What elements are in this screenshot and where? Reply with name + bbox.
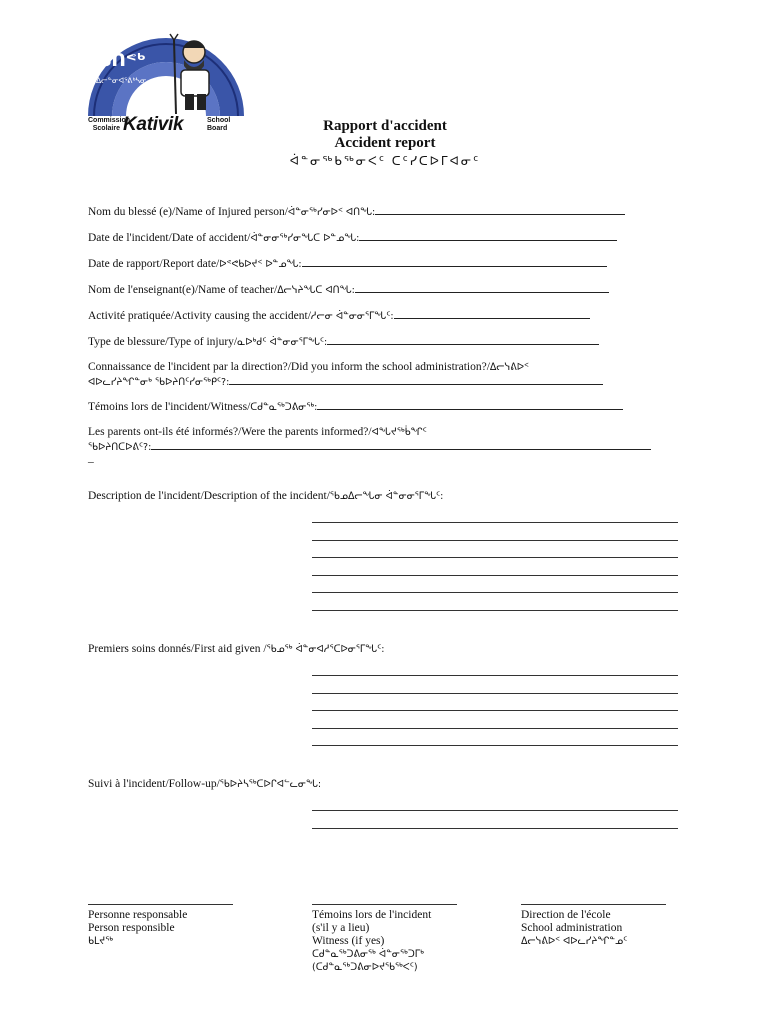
description-line[interactable] [312,540,678,541]
trail-underscore: _ [88,452,94,464]
field-parents-trail [88,451,688,465]
logo-left-text: Commission Scolaire [88,117,131,132]
field-label-syllabics: ᓱᓕᓂ ᐋᓐᓂᓂᕐᒥᖓᑦ: [310,311,394,322]
field-label-syllabics: ᖃᓄᖅ ᐋᓐᓂᐊᓱᕐᑕᐅᓂᕐᒥᖓᑦ: [266,644,385,655]
field-follow-up [88,777,688,792]
field-label: Type de blessure/Type of injury/ [88,336,238,348]
signature-label-syllabics: ᐃᓕᓭᕕᐅᑉ ᐊᐅᓚᓯᔨᖏᓐᓄᑦ [521,936,628,947]
first-aid-line[interactable] [312,675,678,676]
field-label: Date de l'incident/Date of accident/ [88,232,251,244]
follow-up-line[interactable] [312,810,678,811]
logo-name: Kativik [123,114,184,135]
admin-informed-input[interactable] [229,374,603,385]
description-line[interactable] [312,610,678,611]
signature-school-admin [521,904,666,948]
field-label: Premiers soins donnés/First aid given / [88,643,267,655]
field-admin-informed [88,360,688,375]
field-label: Les parents ont-ils été informés?/Were the parents informed?/ [88,426,372,438]
field-parents-informed [88,425,688,440]
logo-sub-syllabics: ᐃᓕᓐᓂᐊᕐᕕᒃᓴᓂ [96,76,147,85]
field-label: Suivi à l'incident/Follow-up/ [88,778,220,790]
field-label-syllabics: ᐃᓕᓭᔨᖓᑕ ᐊᑎᖓ: [277,285,355,296]
title-en: Accident report [334,135,436,151]
signature-label: School administration [521,922,623,934]
first-aid-line[interactable] [312,710,678,711]
field-label-syllabics: ᐊᖓᔪᖅᑳᖏᑦ [371,427,427,438]
field-label-syllabics: ᖃᓄᐃᓕᖓᓂ ᐋᓐᓂᓂᕐᒥᖓᑦ: [329,491,444,502]
field-teacher-name [88,282,688,298]
field-label-syllabics: ᐋᓐᓂᓂᖅᓯᓂᖓᑕ ᐅᓐᓄᖓ: [250,233,360,244]
field-label: Témoins lors de l'incident/Witness/ [88,401,251,413]
signature-label: Témoins lors de l'incident [312,909,432,921]
signature-label: Person responsible [88,922,175,934]
signature-label: (s'il y a lieu) [312,922,370,934]
field-label-syllabics: ᐊᐅᓚᓯᔨᖏᓐᓂᒃ ᖃᐅᔨᑎᑦᓯᓂᖅᑭᑦ?: [88,377,230,388]
field-accident-date [88,230,688,246]
signature-line[interactable] [312,904,457,905]
field-injury-type [88,334,688,350]
field-activity [88,308,688,324]
injured-name-input[interactable] [375,204,625,215]
field-label-syllabics: ᐋᓐᓂᖅᓯᓂᐅᑉ ᐊᑎᖓ: [287,207,376,218]
field-label: Description de l'incident/Description of the incident/ [88,490,330,502]
field-label: Nom du blessé (e)/Name of Injured person/ [88,206,288,218]
description-line[interactable] [312,522,678,523]
logo-syllabics: ᑲᑎᕝᒃ [98,50,146,71]
logo-right-text: School Board [207,117,231,132]
description-line[interactable] [312,592,678,593]
activity-input[interactable] [394,308,590,319]
field-first-aid [88,642,688,657]
form-title [200,118,570,170]
field-witness [88,399,688,415]
field-label-syllabics: ᐃᓕᓭᕕᐅᑉ [489,362,529,373]
report-date-input[interactable] [302,256,607,267]
first-aid-line[interactable] [312,693,678,694]
field-label: Activité pratiquée/Activity causing the accident/ [88,310,311,322]
signature-label: Direction de l'école [521,909,611,921]
field-report-date [88,256,688,272]
signature-label-syllabics: ᑲᒪᔪᖅ [88,936,114,947]
parents-informed-input[interactable] [151,439,651,450]
field-label-syllabics: ᐅᕝᕙᑲᐅᔪᑉ ᐅᓐᓄᖓ: [219,259,302,270]
accident-date-input[interactable] [359,230,617,241]
signature-witness [312,904,457,974]
signature-person-responsible [88,904,233,948]
field-injured-name [88,204,688,220]
title-fr: Rapport d'accident [323,118,447,134]
field-label: Nom de l'enseignant(e)/Name of teacher/ [88,284,278,296]
signature-line[interactable] [521,904,666,905]
injury-type-input[interactable] [327,334,599,345]
first-aid-line[interactable] [312,728,678,729]
field-label: Date de rapport/Report date/ [88,258,220,270]
teacher-name-input[interactable] [355,282,609,293]
signature-line[interactable] [88,904,233,905]
signature-label: Personne responsable [88,909,188,921]
field-label-syllabics: ᓇᐅᒃᑯᑦ ᐋᓐᓂᓂᕐᒥᖓᑦ: [237,337,328,348]
title-iu: ᐋᓐᓂᖅᑲᖅᓂᐸᑦ ᑕᑦᓯᑕᐅᒥᐊᓂᑦ [289,154,481,168]
logo-arch-graphic [86,30,246,120]
field-label-syllabics: ᖃᐅᔨᑎᑕᐅᕕᑦ?: [88,442,152,453]
follow-up-line[interactable] [312,828,678,829]
first-aid-line[interactable] [312,745,678,746]
description-line[interactable] [312,575,678,576]
signature-label-syllabics: ᑕᑯᓐᓇᖅᑐᕕᓂᖅ ᐋᓐᓂᖅᑐᒥᒃ [312,949,424,960]
field-label-syllabics: ᖃᐅᔨᓴᖅᑕᐅᒋᐊᓪᓚᓂᖓ: [219,779,322,790]
field-description [88,489,688,504]
description-line[interactable] [312,557,678,558]
signature-label: Witness (if yes) [312,935,385,947]
field-label: Connaissance de l'incident par la direction?/Did you inform the school administration?/ [88,361,490,373]
field-admin-informed-cont [88,374,688,390]
field-label-syllabics: ᑕᑯᓐᓇᖅᑐᕕᓂᖅ: [250,402,318,413]
signature-label-syllabics: (ᑕᑯᓐᓇᖅᑐᕕᓂᐅᔪᖃᖅᐸᑦ) [312,962,418,973]
witness-input[interactable] [317,399,623,410]
